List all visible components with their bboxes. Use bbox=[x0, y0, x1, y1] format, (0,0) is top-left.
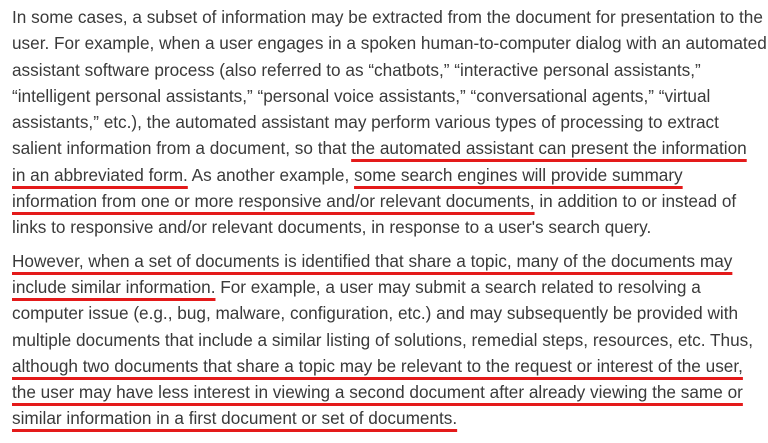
text-segment: assistants,” etc.), the automated assistant may perform various types of processing to extract bbox=[12, 112, 719, 133]
text-line bbox=[12, 30, 767, 56]
text-segment: assistant software process (also referred to as “chatbots,” “interactive personal assistants,” bbox=[12, 59, 701, 80]
text-segment: links to responsive and/or relevant documents, in response to a user's search query. bbox=[12, 217, 652, 238]
underlined-highlight: include similar information. bbox=[12, 276, 216, 297]
text-segment: salient information from a document, so that bbox=[12, 138, 352, 159]
underlined-highlight: information from one or more responsive and/or relevant documents, bbox=[12, 191, 535, 212]
underlined-highlight: in an abbreviated form. bbox=[12, 164, 188, 185]
text-line bbox=[12, 379, 764, 405]
text-segment: in addition to or instead of bbox=[534, 191, 737, 212]
text-line bbox=[12, 109, 764, 135]
text-line bbox=[12, 83, 764, 109]
text-line bbox=[12, 188, 764, 214]
paragraph-1 bbox=[12, 4, 767, 241]
text-segment: As another example, bbox=[187, 164, 355, 185]
text-line bbox=[12, 405, 764, 431]
text-line bbox=[12, 135, 764, 161]
underlined-highlight: some search engines will provide summary bbox=[354, 164, 683, 185]
text-line bbox=[12, 327, 764, 353]
text-segment: “intelligent personal assistants,” “personal voice assistants,” “conversational agents,” “virtual bbox=[12, 85, 711, 106]
underlined-highlight: although two documents that share a topic may be relevant to the request or interest of the user, bbox=[12, 355, 743, 376]
document-body bbox=[12, 4, 767, 432]
underlined-highlight: the automated assistant can present the information bbox=[351, 138, 747, 159]
text-line bbox=[12, 4, 764, 30]
text-line bbox=[12, 162, 764, 188]
text-segment: For example, a user may submit a search related to resolving a bbox=[215, 276, 701, 297]
text-line bbox=[12, 214, 764, 240]
text-segment: user. For example, when a user engages in a spoken human-to-computer dialog with an automated bbox=[12, 33, 767, 54]
text-line bbox=[12, 57, 764, 83]
text-line bbox=[12, 300, 764, 326]
text-line bbox=[12, 248, 764, 274]
paragraph-2 bbox=[12, 248, 764, 432]
text-line bbox=[12, 274, 764, 300]
text-segment: multiple documents that include a similar listing of solutions, remedial steps, resources, etc. Thus, bbox=[12, 329, 753, 350]
text-segment: computer issue (e.g., bug, malware, configuration, etc.) and may subsequently be provided with bbox=[12, 303, 739, 324]
underlined-highlight: similar information in a first document or set of documents. bbox=[12, 408, 458, 429]
underlined-highlight: However, when a set of documents is identified that share a topic, many of the documents may bbox=[12, 250, 733, 271]
paragraph-spacer bbox=[12, 241, 764, 248]
text-segment: In some cases, a subset of information may be extracted from the document for presentation to the bbox=[12, 7, 763, 27]
underlined-highlight: the user may have less interest in viewing a second document after already viewing the same or bbox=[12, 382, 743, 403]
text-line bbox=[12, 353, 764, 379]
